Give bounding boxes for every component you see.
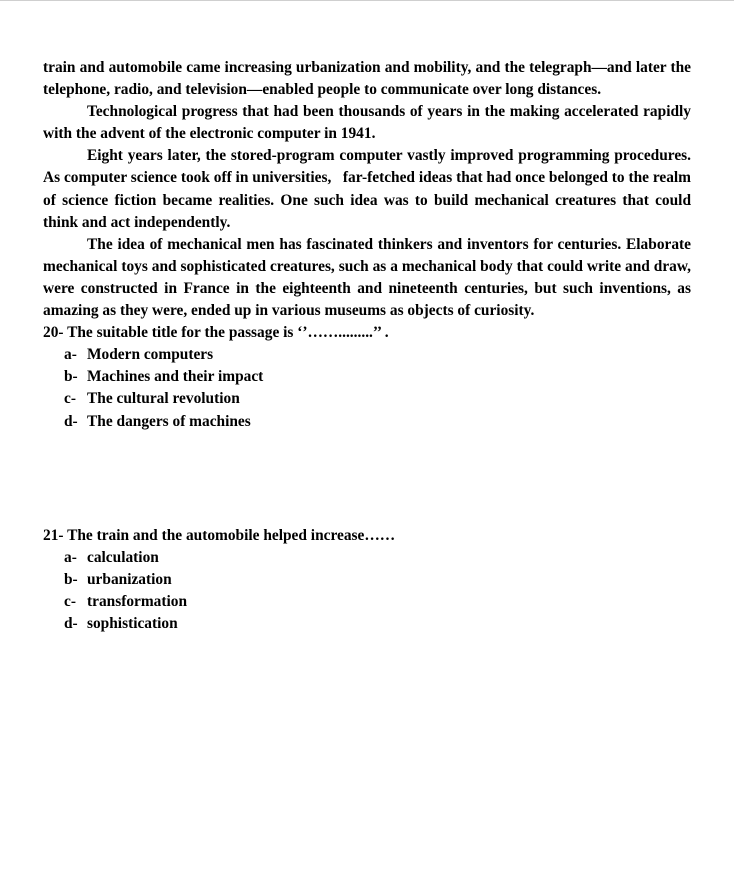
option-letter: c- xyxy=(64,390,76,408)
option-letter: a- xyxy=(64,548,77,566)
question-20-stem: 20- The suitable title for the passage is ‘’…….........’’ . xyxy=(43,324,389,342)
option-letter: a- xyxy=(64,346,77,364)
option-text: Modern computers xyxy=(87,346,214,364)
question-21-stem: 21- The train and the automobile helped increase…… xyxy=(43,526,396,544)
option-21-a[interactable] xyxy=(43,547,691,569)
option-21-d[interactable] xyxy=(43,613,691,635)
option-letter: c- xyxy=(64,592,76,610)
question-21 xyxy=(43,525,691,635)
option-20-c[interactable] xyxy=(43,388,691,410)
page-top-border xyxy=(0,0,734,1)
option-text: transformation xyxy=(87,592,188,610)
option-letter: d- xyxy=(64,412,78,430)
question-20 xyxy=(43,322,691,432)
option-text: calculation xyxy=(87,548,159,566)
option-text: urbanization xyxy=(87,570,172,588)
option-letter: b- xyxy=(64,570,78,588)
option-20-a[interactable] xyxy=(43,344,691,366)
option-20-b[interactable] xyxy=(43,366,691,388)
document-page xyxy=(43,57,691,635)
option-letter: b- xyxy=(64,368,78,386)
option-21-b[interactable] xyxy=(43,569,691,591)
option-20-d[interactable] xyxy=(43,411,691,433)
option-text: sophistication xyxy=(87,614,178,632)
question-21-options xyxy=(43,547,691,635)
passage-paragraph-4: The idea of mechanical men has fascinated thinkers and inventors for centuries. Elaborate mechanical toys and sophisticated creatures, such as a mechanical body that could write and draw, were constructed in France in the eighteenth and nineteenth centuries, but such inventions, as amazing as they were, ended up in various museums as objects of curiosity. xyxy=(43,235,691,320)
option-text: The dangers of machines xyxy=(87,412,251,430)
passage-paragraph-3: Eight years later, the stored-program computer vastly improved programming procedures. As computer science took off in universities, far-fetched ideas that had once belonged to the realm of science fiction became realities. One such idea was to build mechanical creatures that could think and act independently. xyxy=(43,147,691,231)
option-text: Machines and their impact xyxy=(87,368,264,386)
passage-paragraph-1: train and automobile came increasing urbanization and mobility, and the telegraph—and later the telephone, radio, and television—enabled people to communicate over long distances. xyxy=(43,59,691,99)
option-letter: d- xyxy=(64,614,78,632)
question-20-options xyxy=(43,344,691,432)
option-21-c[interactable] xyxy=(43,591,691,613)
option-text: The cultural revolution xyxy=(87,390,240,408)
passage-paragraph-2: Technological progress that had been thousands of years in the making accelerated rapidly with the advent of the electronic computer in 1941. xyxy=(43,103,691,143)
